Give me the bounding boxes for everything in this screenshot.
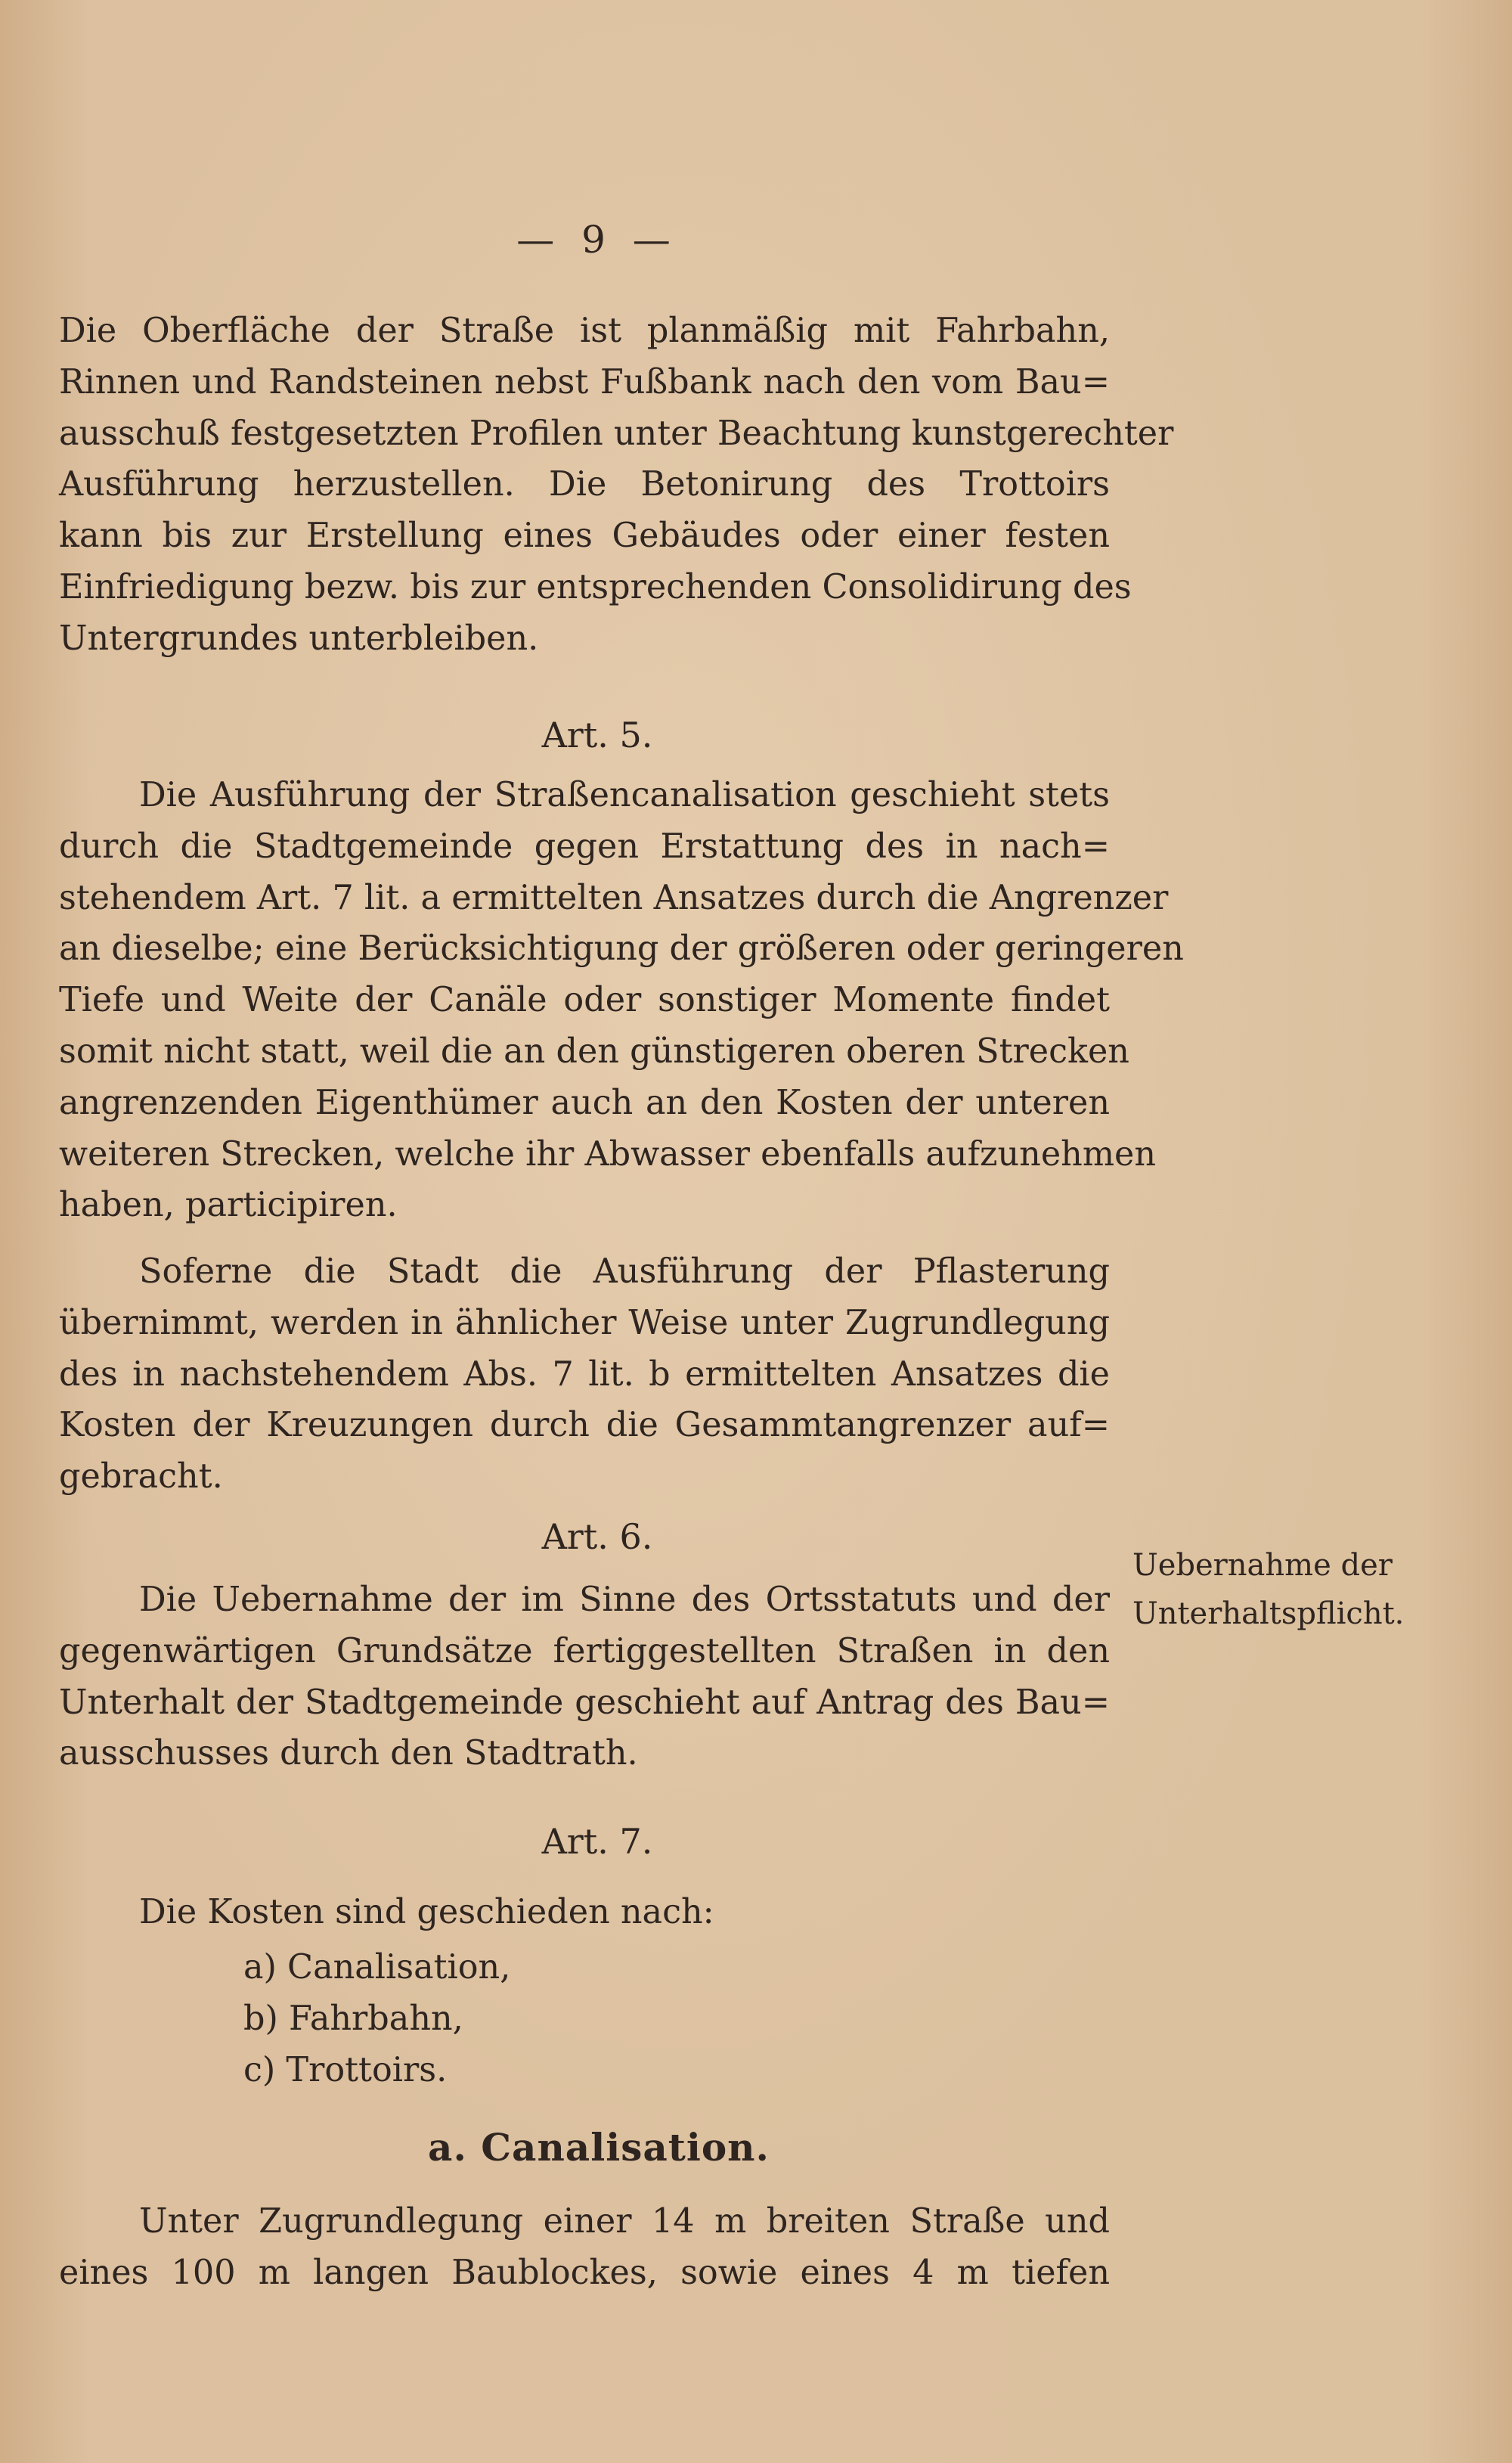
text-line: somit nicht statt, weil die an den günstigeren oberen Strecken [59,1031,1129,1071]
text-line: Die Ausführung der Straßencanalisation geschieht stets [139,776,1110,814]
text-line: Untergrundes unterbleiben. [59,619,539,658]
article-5-paragraph-1 [59,770,1184,1231]
list-item: b) Fahrbahn, [243,1999,463,2038]
margin-note [1132,1541,1420,1638]
text-line: Die Uebernahme der im Sinne des Ortsstatuts und der [139,1580,1110,1619]
text-line: ausschuß festgesetzten Profilen unter Beachtung kunstgerechter [59,414,1174,453]
article-4-paragraph [59,306,1174,665]
article-7-intro [59,1887,1110,1938]
article-6-paragraph [59,1574,1110,1779]
text-line: haben, participiren. [59,1186,398,1225]
text-line: durch die Stadtgemeinde gegen Erstattung des in nach= [59,827,1110,866]
text-line: Kosten der Kreuzungen durch die Gesammtangrenzer auf= [59,1406,1110,1445]
margin-note-line: Unterhaltspflicht. [1132,1596,1405,1631]
text-line: Die Oberfläche der Straße ist planmäßig mit Fahrbahn, [59,312,1110,350]
text-line: weiteren Strecken, welche ihr Abwasser ebenfalls aufzunehmen [59,1134,1157,1174]
text-line: des in nachstehendem Abs. 7 lit. b ermittelten Ansatzes die [59,1354,1110,1394]
article-6-heading: Art. 6. [541,1516,653,1557]
text-line: gegenwärtigen Grundsätze fertiggestellten Straßen in den [59,1631,1110,1670]
text-line: Soferne die Stadt die Ausführung der Pflasterung [139,1252,1110,1291]
article-5-heading: Art. 5. [541,715,653,755]
text-line: angrenzenden Eigenthümer auch an den Kosten der unteren [59,1083,1110,1122]
section-a-paragraph [59,2196,1110,2299]
margin-note-line: Uebernahme der [1132,1548,1393,1583]
text-line: eines 100 m langen Baublockes, sowie eines 4 m tiefen [59,2253,1110,2292]
text-line: Die Kosten sind geschieden nach: [139,1893,714,1931]
list-item: c) Trottoirs. [243,2051,448,2089]
text-line: Ausführung herzustellen. Die Betonirung des Trottoirs [59,465,1110,504]
text-line: Rinnen und Randsteinen nebst Fußbank nach den vom Bau= [59,362,1110,402]
text-line: kann bis zur Erstellung eines Gebäudes oder einer festen [59,516,1110,556]
text-line: Unter Zugrundlegung einer 14 m breiten Straße und [139,2202,1110,2241]
text-line: Einfriedigung bezw. bis zur entsprechenden Consolidirung des [59,567,1132,606]
text-line: stehendem Art. 7 lit. a ermittelten Ansatzes durch die Angrenzer [59,878,1169,917]
text-line: Unterhalt der Stadtgemeinde geschieht auf Antrag des Bau= [59,1683,1110,1722]
text-line: an dieselbe; eine Berücksichtigung der größeren oder geringeren [59,929,1184,969]
section-heading: a. Canalisation. [428,2125,770,2170]
text-line: Tiefe und Weite der Canäle oder sonstiger Momente findet [59,981,1110,1020]
text-line: übernimmt, werden in ähnlicher Weise unter Zugrundlegung [59,1303,1110,1342]
page-number: — 9 — [516,218,678,262]
article-7-heading: Art. 7. [541,1821,653,1862]
list-item: a) Canalisation, [243,1948,511,1987]
text-line: gebracht. [59,1457,223,1497]
article-5-paragraph-2 [59,1246,1110,1503]
text-line: ausschusses durch den Stadtrath. [59,1734,638,1773]
